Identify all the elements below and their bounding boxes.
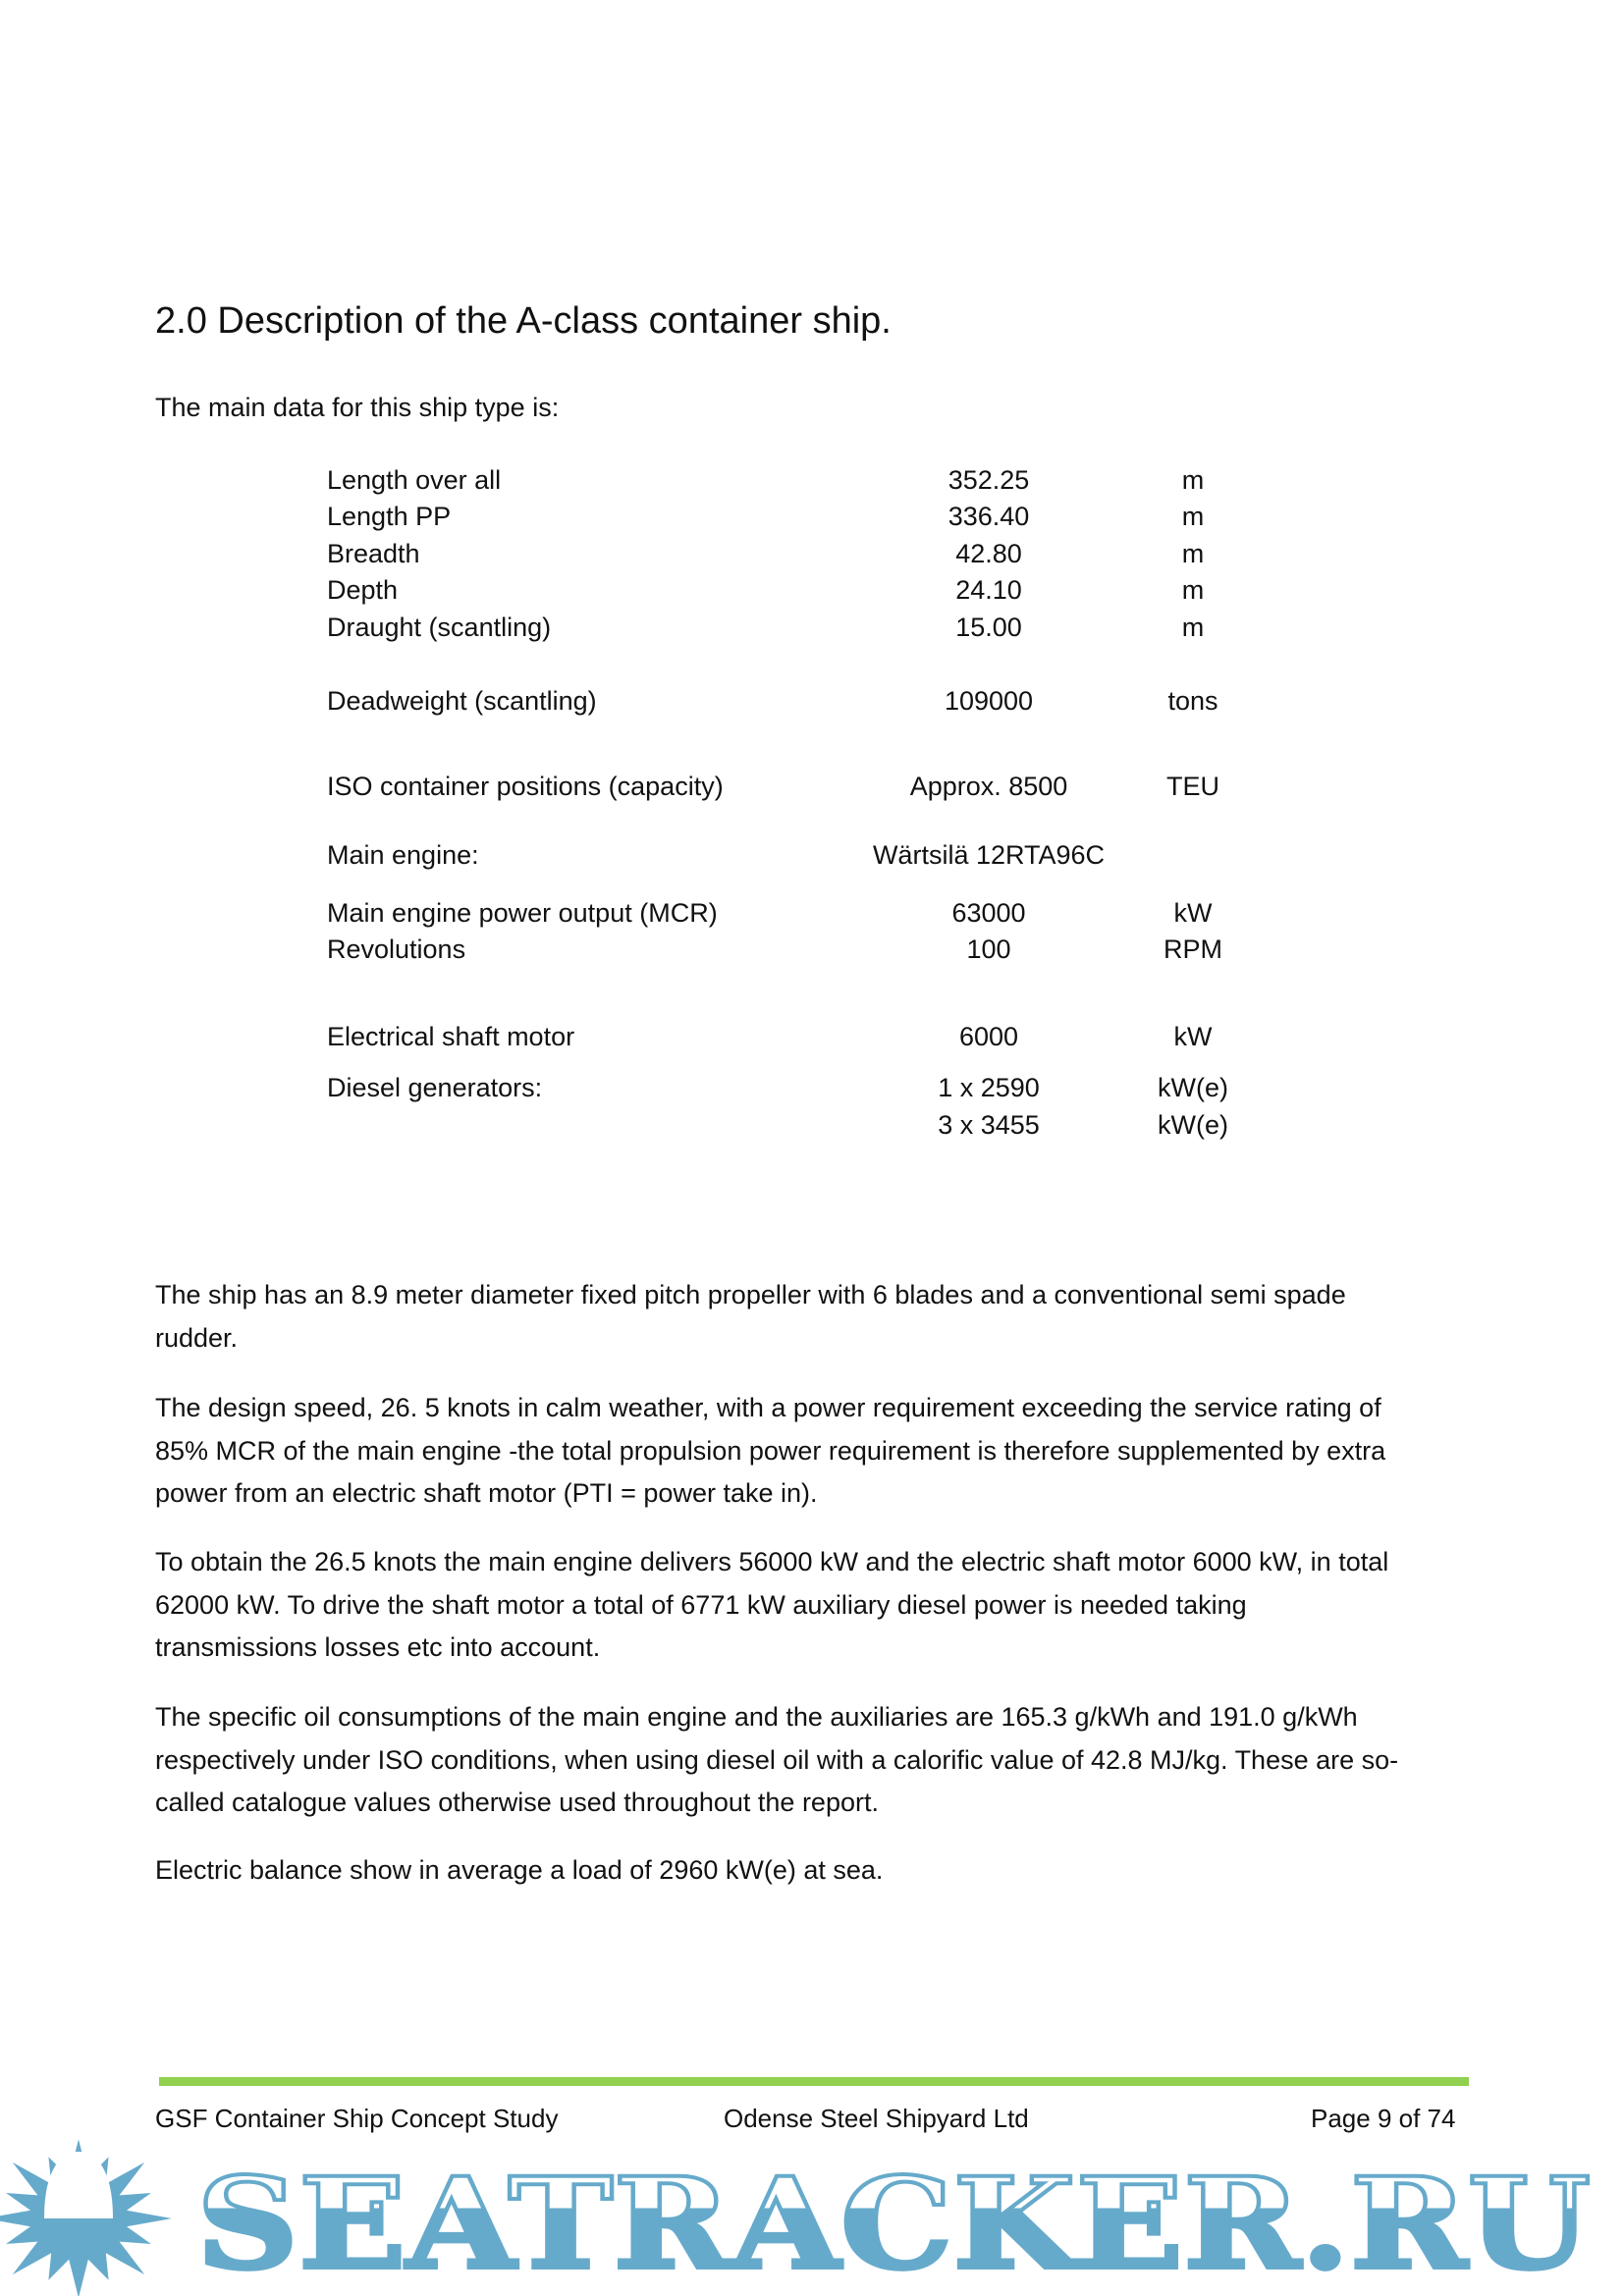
spec-value: 15.00 — [955, 613, 1022, 642]
spec-label: ISO container positions (capacity) — [327, 772, 724, 801]
spec-unit: kW — [1173, 898, 1213, 928]
spec-value: 1 x 2590 — [938, 1073, 1040, 1102]
spec-value: 63000 — [951, 898, 1026, 928]
spec-unit: kW(e) — [1158, 1110, 1228, 1140]
footer-company: Odense Steel Shipyard Ltd — [724, 2104, 1029, 2133]
spec-row — [0, 1108, 1624, 1142]
spec-label: Diesel generators: — [327, 1073, 543, 1102]
footer-page-number: Page 9 of 74 — [1311, 2104, 1456, 2133]
sun-logo-icon — [0, 2140, 172, 2296]
footer-rule — [159, 2077, 1469, 2086]
spec-label: Length PP — [327, 502, 452, 531]
paragraph-line: The ship has an 8.9 meter diameter fixed pitch propeller with 6 blades and a conventional semi spade — [155, 1280, 1346, 1309]
spec-row — [0, 611, 1624, 644]
paragraph-line: The specific oil consumptions of the main engine and the auxiliaries are 165.3 g/kWh and 191.0 g/kWh — [155, 1702, 1358, 1732]
spec-row — [0, 770, 1624, 803]
spec-row — [0, 1071, 1624, 1104]
spec-row — [0, 1020, 1624, 1053]
paragraph-line: power from an electric shaft motor (PTI = power take in). — [155, 1478, 818, 1508]
paragraph-line: rudder. — [155, 1322, 239, 1353]
spec-value: Wärtsilä 12RTA96C — [872, 840, 1106, 870]
spec-label: Revolutions — [327, 934, 466, 964]
spec-label: Length over all — [327, 465, 502, 495]
paragraph-line: called catalogue values otherwise used throughout the report. — [155, 1788, 879, 1817]
paragraph-line: respectively under ISO conditions, when using diesel oil with a calorific value of 42.8 MJ/kg. These are so- — [155, 1744, 1399, 1775]
spec-unit: m — [1181, 465, 1205, 495]
spec-label: Main engine: — [327, 840, 479, 870]
spec-value: 352.25 — [947, 465, 1030, 495]
paragraph — [155, 1849, 883, 1893]
paragraph — [155, 1541, 1388, 1670]
spec-label: Depth — [327, 575, 399, 605]
spec-unit: m — [1181, 575, 1205, 605]
spec-unit: kW — [1173, 1022, 1213, 1051]
paragraph-line: To obtain the 26.5 knots the main engine delivers 56000 kW and the electric shaft motor 6000 kW, in total — [155, 1547, 1389, 1576]
paragraph-line: 62000 kW. To drive the shaft motor a total of 6771 kW auxiliary diesel power is needed taking — [155, 1589, 1247, 1620]
spec-label: Breadth — [327, 539, 420, 568]
spec-value: 336.40 — [947, 502, 1030, 531]
spec-unit: RPM — [1164, 934, 1222, 964]
spec-unit: m — [1181, 502, 1205, 531]
spec-unit: TEU — [1166, 772, 1219, 801]
spec-label: Deadweight (scantling) — [327, 686, 597, 716]
spec-row — [0, 933, 1624, 966]
paragraph-line: transmissions losses etc into account. — [155, 1632, 601, 1662]
seatracker-watermark — [0, 2140, 1624, 2296]
intro-text: The main data for this ship type is: — [155, 393, 560, 422]
spec-value: 100 — [966, 934, 1011, 964]
spec-label: Draught (scantling) — [327, 613, 552, 642]
spec-unit: m — [1181, 613, 1205, 642]
watermark-text: SEATRACKER.RU — [196, 2151, 1591, 2296]
spec-unit: tons — [1167, 686, 1218, 716]
spec-label: Electrical shaft motor — [327, 1022, 575, 1051]
spec-row — [0, 684, 1624, 718]
spec-value: 24.10 — [955, 575, 1022, 605]
spec-label: Main engine power output (MCR) — [327, 898, 718, 928]
spec-row — [0, 500, 1624, 533]
spec-row — [0, 573, 1624, 607]
paragraph — [155, 1274, 1346, 1360]
spec-row — [0, 537, 1624, 570]
spec-value: 109000 — [944, 686, 1034, 716]
spec-value: 42.80 — [955, 539, 1022, 568]
spec-value: 3 x 3455 — [938, 1110, 1040, 1140]
spec-value: 6000 — [958, 1022, 1019, 1051]
paragraph — [155, 1696, 1398, 1825]
paragraph — [155, 1387, 1385, 1516]
paragraph-line: 85% MCR of the main engine -the total propulsion power requirement is therefore supplemented by extra — [155, 1435, 1386, 1466]
spec-row — [0, 463, 1624, 497]
paragraph-line: The design speed, 26. 5 knots in calm weather, with a power requirement exceeding the service rating of — [155, 1393, 1381, 1422]
spec-value: Approx. 8500 — [909, 772, 1068, 801]
spec-row — [0, 896, 1624, 930]
spec-row — [0, 838, 1624, 872]
footer-title: GSF Container Ship Concept Study — [155, 2104, 559, 2133]
section-heading: 2.0 Description of the A-class container ship. — [155, 300, 892, 342]
spec-unit: m — [1181, 539, 1205, 568]
spec-unit: kW(e) — [1158, 1073, 1228, 1102]
paragraph-line: Electric balance show in average a load of 2960 kW(e) at sea. — [155, 1855, 884, 1885]
